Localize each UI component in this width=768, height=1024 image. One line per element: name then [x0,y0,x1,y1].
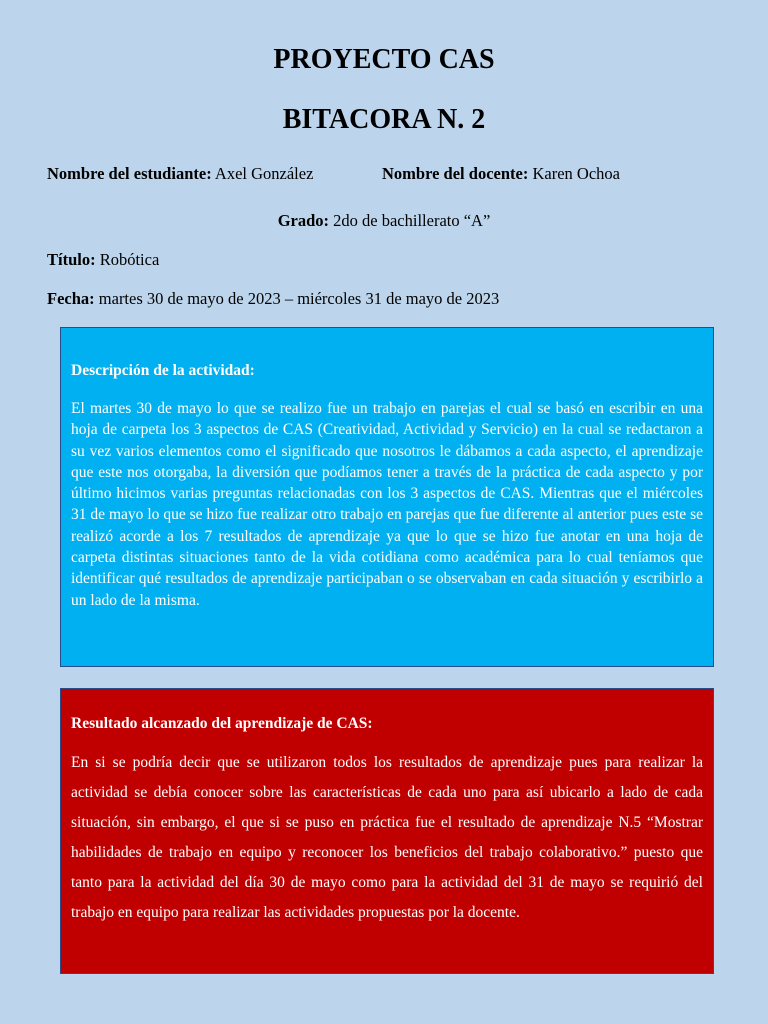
teacher-name-line [382,164,620,184]
log-number-title: BITACORA N. 2 [282,104,486,135]
activity-description-heading: Descripción de la actividad: [71,362,255,379]
student-name-value: Axel González [214,164,314,183]
grade-label: Grado: [277,211,330,230]
learning-result-heading: Resultado alcanzado del aprendizaje de CAS: [71,715,373,732]
student-name-label: Nombre del estudiante: [47,164,212,183]
grade-value: 2do de bachillerato “A” [333,211,491,230]
date-line [47,289,499,309]
topic-value: Robótica [99,250,160,269]
student-name-line [47,164,313,184]
topic-label: Título: [47,250,96,269]
teacher-name-value: Karen Ochoa [532,164,620,183]
activity-description-body: El martes 30 de mayo lo que se realizo fue un trabajo en parejas el cual se basó en escribir en una hoja de carpeta los 3 aspectos de CAS (Creatividad, Actividad y Servicio) en la cual se redactaron a su vez varios elementos como el significado que nosotros le dábamos a cada aspecto, el aprendizaje que este nos otorgaba, la diversión que podíamos tener a través de la práctica de cada aspecto y por último hicimos varias preguntas relacionadas con los 3 aspectos de CAS. Mientras que el miércoles 31 de mayo lo que se hizo fue realizar otro trabajo en parejas que fue diferente al anterior pues este se realizó acorde a los 7 resultados de aprendizaje ya que lo que se hizo fue anotar en una hoja de carpeta distintas situaciones tanto de la vida cotidiana como académica para lo cual teníamos que identificar qué resultados de aprendizaje participaban o se observaban en cada situación y escribirlo a un lado de la misma. [71,400,703,609]
learning-result-box [60,688,714,974]
page-title: PROYECTO CAS [273,44,495,75]
learning-result-body: En si se podría decir que se utilizaron todos los resultados de aprendizaje pues para realizar la actividad se debía conocer sobre las características de cada uno para así ubicarlo a lado de cada situación, sin embargo, el que si se puso en práctica fue el resultado de aprendizaje N.5 “Mostrar habilidades de trabajo en equipo y reconocer los beneficios del trabajo colaborativo.” puesto que tanto para la actividad del día 30 de mayo como para la actividad del 31 de mayo se requirió del trabajo en equipo para realizar las actividades propuestas por la docente. [71,754,703,921]
date-label: Fecha: [47,289,95,308]
activity-description-box [60,327,714,667]
date-value: martes 30 de mayo de 2023 – miércoles 31 de mayo de 2023 [98,289,500,308]
teacher-name-label: Nombre del docente: [382,164,529,183]
topic-line [47,250,159,270]
grade-line [0,211,768,231]
